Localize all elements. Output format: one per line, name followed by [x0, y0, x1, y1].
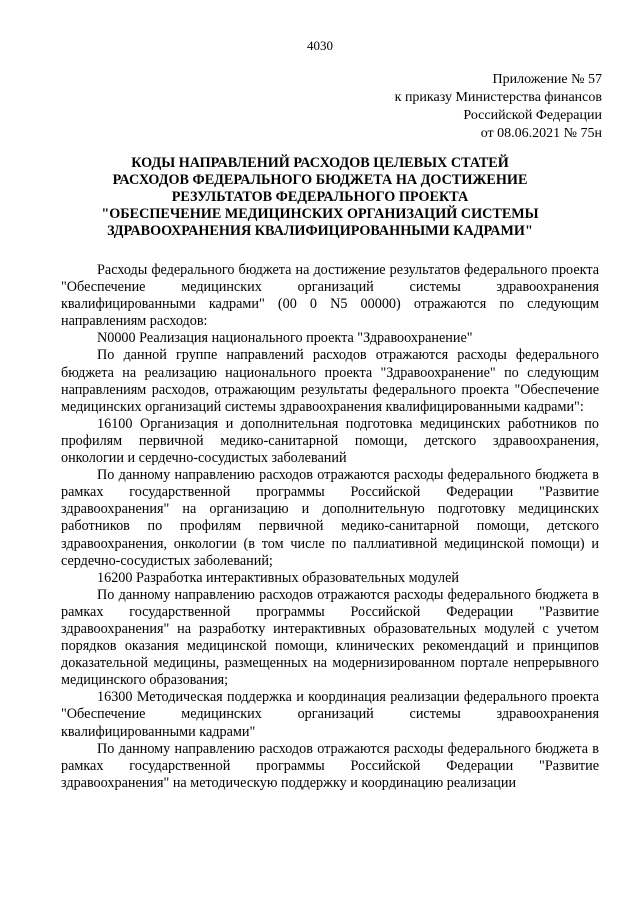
- appendix-line-2: к приказу Министерства финансов: [394, 90, 602, 105]
- page-number: 4030: [307, 38, 333, 53]
- title-line-2: РАСХОДОВ ФЕДЕРАЛЬНОГО БЮДЖЕТА НА ДОСТИЖЕНИЕ: [112, 172, 528, 188]
- section-heading-n0000: N0000 Реализация национального проекта "Здравоохранение": [97, 330, 473, 347]
- intro-paragraph: Расходы федерального бюджета на достижение результатов федерального проекта "Обеспечение медицинских организаций системы здравоохранения квалифицированными кадрами" (00 0 N5 00000) отражаются по следующим направлениям расходов:: [61, 262, 599, 330]
- section-paragraph-n0000: По данной группе направлений расходов отражаются расходы федерального бюджета на реализацию национального проекта "Здравоохранение" по следующим направлениям расходов, отражающим результаты федерального проекта "Обеспечение медицинских организаций системы здравоохранения квалифицированными кадрами":: [61, 347, 599, 415]
- appendix-line-1: Приложение № 57: [492, 72, 602, 87]
- code-16300-paragraph: По данному направлению расходов отражаются расходы федерального бюджета в рамках государственной программы Российской Федерации "Развитие здравоохранения" на методическую поддержку и координацию реализации: [61, 740, 599, 791]
- code-16300-title: 16300 Методическая поддержка и координация реализации федерального проекта "Обеспечение медицинских организаций системы здравоохранения квалифицированными кадрами": [61, 689, 599, 740]
- title-line-5: ЗДРАВООХРАНЕНИЯ КВАЛИФИЦИРОВАННЫМИ КАДРАМИ": [107, 223, 533, 239]
- code-16100-paragraph: По данному направлению расходов отражаются расходы федерального бюджета в рамках государственной программы Российской Федерации "Развитие здравоохранения" на организацию и дополнительную подготовку медицинских работников по профилям первичной медико-санитарной помощи, детского здравоохранения, онкологии (в том числе по паллиативной медицинской помощи) и сердечно-сосудистых заболеваний;: [61, 467, 599, 569]
- appendix-line-4: от 08.06.2021 № 75н: [480, 126, 602, 141]
- document-body: [61, 262, 599, 792]
- code-16200-title: 16200 Разработка интерактивных образовательных модулей: [97, 569, 459, 586]
- title-line-3: РЕЗУЛЬТАТОВ ФЕДЕРАЛЬНОГО ПРОЕКТА: [171, 189, 469, 205]
- title-line-4: "ОБЕСПЕЧЕНИЕ МЕДИЦИНСКИХ ОРГАНИЗАЦИЙ СИСТЕМЫ: [101, 206, 539, 222]
- document-title: [60, 155, 580, 240]
- title-line-1: КОДЫ НАПРАВЛЕНИЙ РАСХОДОВ ЦЕЛЕВЫХ СТАТЕЙ: [131, 155, 509, 171]
- appendix-line-3: Российской Федерации: [463, 108, 602, 123]
- appendix-block: [395, 71, 602, 143]
- code-16100-title: 16100 Организация и дополнительная подготовка медицинских работников по профилям первичной медико-санитарной помощи, детского здравоохранения, онкологии и сердечно-сосудистых заболеваний: [61, 415, 599, 467]
- code-16200-paragraph: По данному направлению расходов отражаются расходы федерального бюджета в рамках государственной программы Российской Федерации "Развитие здравоохранения" на разработку интерактивных образовательных модулей с учетом порядков оказания медицинской помощи, клинических рекомендаций и принципов доказательной медицины, размещенных на модернизированном портале непрерывного медицинского образования;: [61, 586, 599, 689]
